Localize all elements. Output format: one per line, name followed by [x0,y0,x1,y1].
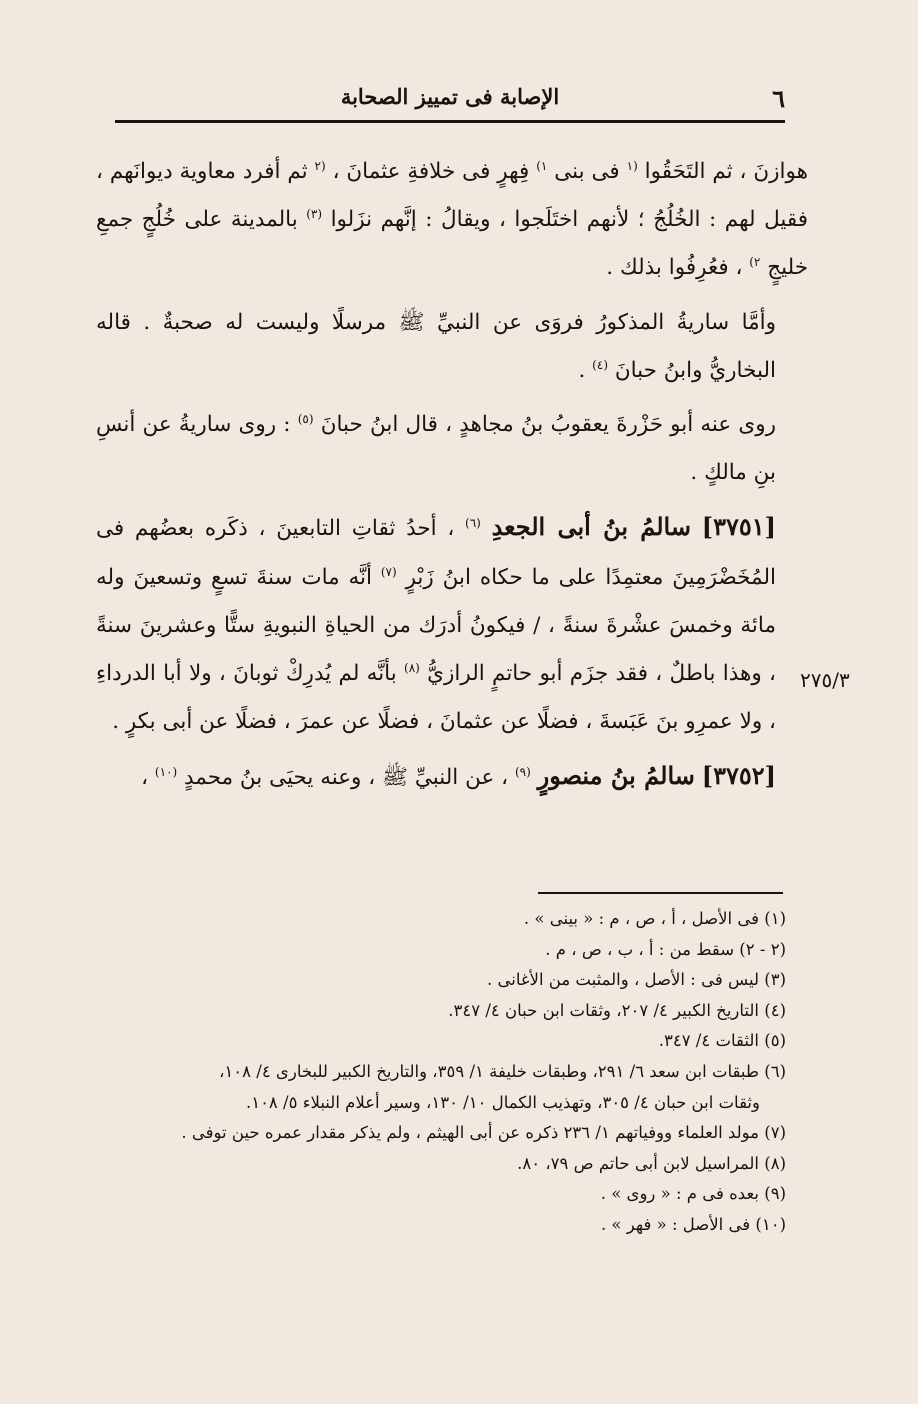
footnote: (٩) بعده فى م : « روى » . [600,1184,786,1204]
footnote-ref: (١٠) [154,765,178,780]
footnote: (٥) الثقات ٤/ ٣٤٧. [658,1031,786,1051]
footnote: (٨) المراسيل لابن أبى حاتم ص ٧٩، ٨٠. [517,1153,786,1173]
footnote-continuation: وثقات ابن حبان ٤/ ٣٠٥، وتهذيب الكمال ١٠/ ١٣٠، وسير أعلام النبلاء ٥/ ١٠٨. [245,1092,760,1112]
paragraph-narrator: روى عنه أبو حَزْرةَ يعقوبُ بنُ مجاهدٍ ، قال ابنُ حبانَ $^{(٥)}$ : روى ساريةُ عن أنسِ بنِ مالكٍ . [96,411,776,486]
footnote-ref: (١ [626,158,638,173]
footnote-ref: ١) [536,158,548,173]
footnote: (٦) طبقات ابن سعد ٦/ ٢٩١، وطبقات خليفة ١/ ٣٥٩، والتاريخ الكبير للبخارى ٤/ ١٠٨، [219,1061,786,1081]
footnotes [96,904,786,1241]
footnote: (٣) ليس فى : الأصل ، والمثبت من الأغانى . [487,970,786,990]
main-text [96,148,808,803]
footnote: (١٠) فى الأصل : « فهر » . [600,1214,786,1234]
footnote-ref: (٥) [297,411,314,426]
footnote-ref: (٦) [465,516,481,531]
footnote-ref: (٩) [514,765,531,780]
entry-name: سالمُ بنُ منصورٍ [537,761,695,791]
entry-name: سالمُ بنُ أبى الجعدِ [491,512,691,542]
entry-number: [٣٧٥٢] [701,761,776,791]
footnote-ref: (٤) [592,357,608,372]
footnote: (١) فى الأصل ، أ ، ص ، م : « بينى » . [523,909,786,928]
entry-number: [٣٧٥١] [701,512,776,542]
paragraph-sariya: وأمَّا ساريةُ المذكورُ فروَى عن النبيِّ ﷺ مرسلًا وليست له صحبةٌ . قاله البخاريُّ وابنُ حبانَ $^{(٤)}$ . [96,309,776,383]
footnote-rule [538,892,783,894]
margin-volume-page-ref: ٢٧٥/٣ [800,668,850,692]
footnote-ref: (٧) [380,564,397,579]
page-number: ٦ [772,84,785,113]
page-header [115,78,785,118]
entry-3752: [٣٧٥٢] سالمُ بنُ منصورٍ $^{(٩)}$ ، عن النبيِّ ﷺ ، وعنه يحيَى بنُ محمدٍ $^{(١٠)}$ ، [141,761,776,791]
footnote: (٧) مولد العلماء ووفياتهم ١/ ٢٣٦ ذكره عن أبى الهيثم ، ولم يذكر مقدار عمره حين توفى . [181,1123,786,1143]
footnote-ref: (٣) [306,207,323,222]
entry-3751: [٣٧٥١] سالمُ بنُ أبى الجعدِ $^{(٦)}$ ، أحدُ ثقاتِ التابعينَ ، ذكَره بعضُهم فى المُخَضْرَمِينَ معتمِدًا على ما حكاه ابنُ زَبْرٍ $^{(٧)}$ أنَّه مات سنةَ تسعٍ وتسعينَ وله مائة وخمسَ عشْرةَ سنةً ، / فيكونُ أدرَك من الحياةِ النبويةِ ستًّا وعشرينَ سنةً ، وهذا باطلٌ ، فقد جزَم أبو حاتمٍ الرازيُّ $^{(٨)}$ بأنَّه لم يُدرِكْ ثوبانَ ، ولا أبا الدرداءِ ، ولا عمرِو بنَ عَبَسةَ ، فضلًا عن عثمانَ ، فضلًا عن عمرَ ، فضلًا عن أبى بكرٍ . [96,512,776,735]
footnote-ref: (٢ [314,158,326,173]
header-rule [115,120,785,123]
footnote: (٤) التاريخ الكبير ٤/ ٢٠٧، وثقات ابن حبان ٤/ ٣٤٧. [448,1000,786,1020]
running-title: الإصابة فى تمييز الصحابة [340,84,560,109]
footnote-ref: (٨) [404,660,420,675]
footnote: (٢ - ٢) سقط من : أ ، ب ، ص ، م . [545,939,786,959]
footnote-ref: ٢) [749,255,761,270]
paragraph-khuluj: هوازنَ ، ثم التَحَقُوا $^{(١}$ فى بنى $^{١)}$ فِهرٍ فى خلافةِ عثمانَ ، $^{(٢}$ ثم أفرد معاوية ديوانَهم ، فقيل لهم : الخُلُجُ ؛ لأنهم اختَلَجوا ، ويقالُ : إنَّهم نزَلوا $^{(٣)}$ بالمدينة على خُلُجٍ جمعِ خليجٍ $^{٢)}$ ، فعُرِفُوا بذلك . [96,158,809,281]
